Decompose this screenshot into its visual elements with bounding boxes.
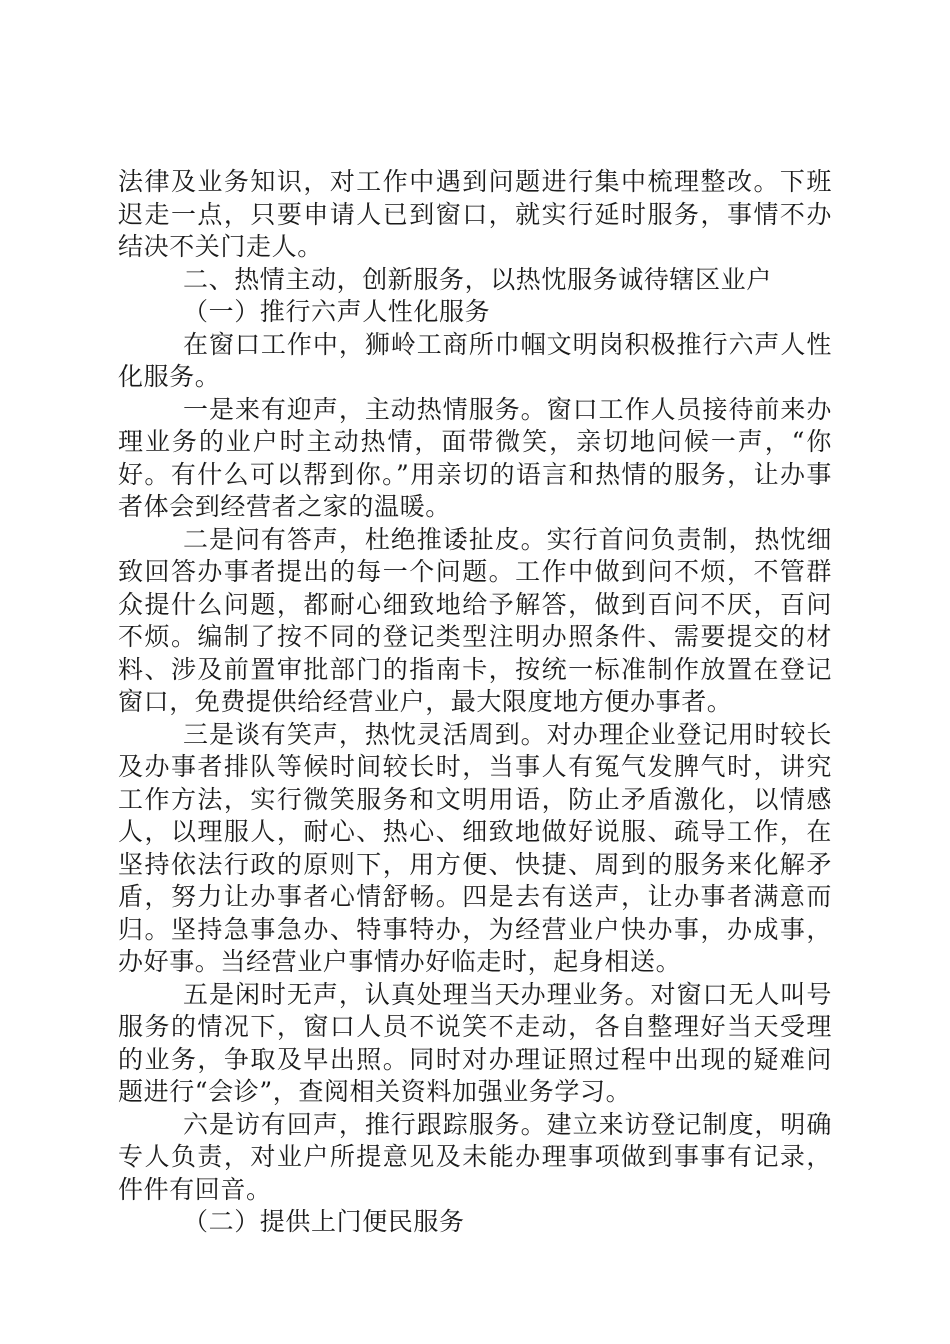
subsection-heading: （二）提供上门便民服务 bbox=[183, 1207, 465, 1236]
paragraph: 三是谈有笑声，热忱灵活周到。对办理企业登记用时较长及办事者排队等候时间较长时，当事人有冤气发脾气时，讲究工作方法，实行微笑服务和文明用语，防止矛盾激化，以情感人，以理服人，耐心、热心、细致地做好说服、疏导工作，在坚持依法行政的原则下，用方便、快捷、周到的服务来化解矛盾，努力让办事者心情舒畅。四是去有送声，让办事者满意而归。坚持急事急办、特事特办，为经营业户快办事，办成事，办好事。当经营业户事情办好临走时，起身相送。 bbox=[118, 719, 832, 976]
subsection-heading: （一）推行六声人性化服务 bbox=[183, 297, 491, 326]
paragraph: 一是来有迎声，主动热情服务。窗口工作人员接待前来办理业务的业户时主动热情，面带微笑，亲切地问候一声，“你好。有什么可以帮到你。”用亲切的语言和热情的服务，让办事者体会到经营者之家的温暖。 bbox=[118, 394, 832, 521]
paragraph-continued: 法律及业务知识，对工作中遇到问题进行集中梳理整改。下班迟走一点，只要申请人已到窗口，就实行延时服务，事情不办结决不关门走人。 bbox=[118, 167, 832, 261]
paragraph: 二是问有答声，杜绝推诿扯皮。实行首问负责制，热忱细致回答办事者提出的每一个问题。工作中做到问不烦，不管群众提什么问题，都耐心细致地给予解答，做到百问不厌，百问不烦。编制了按不同的登记类型注明办照条件、需要提交的材料、涉及前置审批部门的指南卡，按统一标准制作放置在登记窗口，免费提供给经营业户，最大限度地方便办事者。 bbox=[118, 524, 832, 716]
section-heading: 二、热情主动，创新服务，以热忱服务诚待辖区业户 bbox=[183, 264, 772, 294]
paragraph: 五是闲时无声，认真处理当天办理业务。对窗口无人叫号服务的情况下，窗口人员不说笑不走动，各自整理好当天受理的业务，争取及早出照。同时对办理证照过程中出现的疑难问题进行“会诊”，查阅相关资料加强业务学习。 bbox=[118, 979, 832, 1106]
paragraph: 六是访有回声，推行跟踪服务。建立来访登记制度，明确专人负责，对业户所提意见及未能办理事项做到事事有记录，件件有回音。 bbox=[118, 1109, 832, 1204]
document-page bbox=[118, 166, 832, 1239]
paragraph: 在窗口工作中，狮岭工商所巾帼文明岗积极推行六声人性化服务。 bbox=[118, 329, 832, 391]
